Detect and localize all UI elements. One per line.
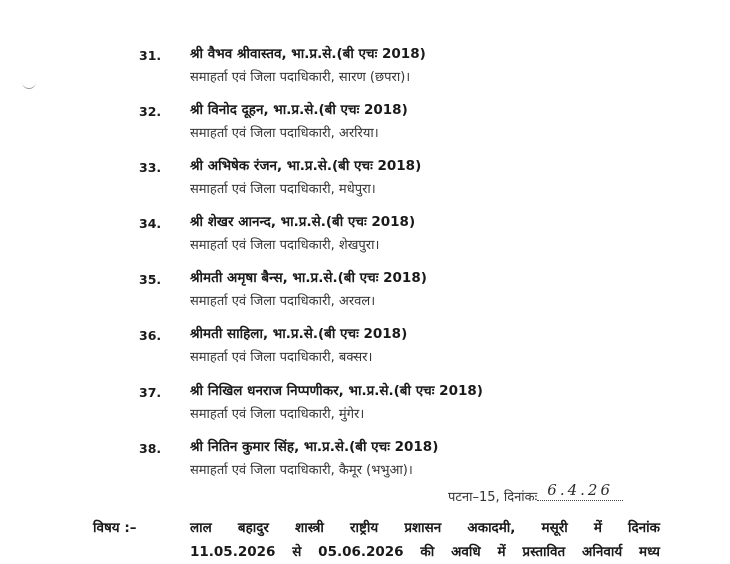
subject-line: लाल बहादुर शास्त्री राष्ट्रीय प्रशासन अकादमी, मसूरी में दिनांक — [190, 520, 660, 536]
officer-name: श्री शेखर आनन्द, भा.प्र.से.(बी एचः 2018) — [190, 214, 416, 230]
officer-posting: समाहर्ता एवं जिला पदाधिकारी, शेखपुरा। — [190, 238, 380, 253]
officer-entry — [0, 100, 730, 154]
officer-name: श्री विनोद दूहन, भा.प्र.से.(बी एचः 2018) — [190, 102, 408, 118]
date-blank — [537, 481, 623, 501]
officer-name: श्री निखिल धनराज निप्पणीकर, भा.प्र.से.(बी एचः 2018) — [190, 383, 483, 399]
entry-number: 37. — [139, 385, 162, 400]
officer-posting: समाहर्ता एवं जिला पदाधिकारी, कैमूर (भभुआ)। — [190, 463, 413, 478]
officer-entry — [0, 324, 730, 378]
entry-number: 33. — [139, 160, 162, 175]
officer-entry — [0, 212, 730, 266]
officer-posting: समाहर्ता एवं जिला पदाधिकारी, अरवल। — [190, 294, 376, 309]
officer-name: श्री वैभव श्रीवास्तव, भा.प्र.से.(बी एचः 2018) — [190, 46, 426, 62]
officer-entry — [0, 437, 730, 491]
officer-posting: समाहर्ता एवं जिला पदाधिकारी, अररिया। — [190, 126, 379, 141]
officer-name: श्रीमती अमृषा बैन्स, भा.प्र.से.(बी एचः 2018) — [190, 270, 427, 286]
subject-line: 11.05.2026 से 05.06.2026 की अवधि में प्रस्तावित अनिवार्य मध्य — [190, 544, 660, 560]
entry-number: 35. — [139, 272, 162, 287]
entry-number: 31. — [139, 48, 162, 63]
officer-entry — [0, 44, 730, 98]
officer-posting: समाहर्ता एवं जिला पदाधिकारी, बक्सर। — [190, 350, 373, 365]
dateline — [448, 481, 623, 505]
entry-number: 38. — [139, 441, 162, 456]
entry-number: 32. — [139, 104, 162, 119]
officer-posting: समाहर्ता एवं जिला पदाधिकारी, मधेपुरा। — [190, 182, 376, 197]
officer-posting: समाहर्ता एवं जिला पदाधिकारी, मुंगेर। — [190, 407, 365, 422]
entry-number: 36. — [139, 328, 162, 343]
officer-entry — [0, 381, 730, 435]
officer-name: श्री अभिषेक रंजन, भा.प्र.से.(बी एचः 2018) — [190, 158, 422, 174]
handwritten-date: 6.4.26 — [547, 481, 614, 499]
officer-entry — [0, 156, 730, 210]
dateline-label: पटना–15, दिनांकः — [448, 490, 538, 505]
subject-text — [190, 516, 660, 564]
officer-name: श्री नितिन कुमार सिंह, भा.प्र.से.(बी एचः 2018) — [190, 439, 439, 455]
officer-entry — [0, 268, 730, 322]
subject-label: विषय :– — [93, 520, 137, 536]
officer-name: श्रीमती साहिला, भा.प्र.से.(बी एचः 2018) — [190, 326, 408, 342]
entry-number: 34. — [139, 216, 162, 231]
officer-posting: समाहर्ता एवं जिला पदाधिकारी, सारण (छपरा)। — [190, 70, 411, 85]
